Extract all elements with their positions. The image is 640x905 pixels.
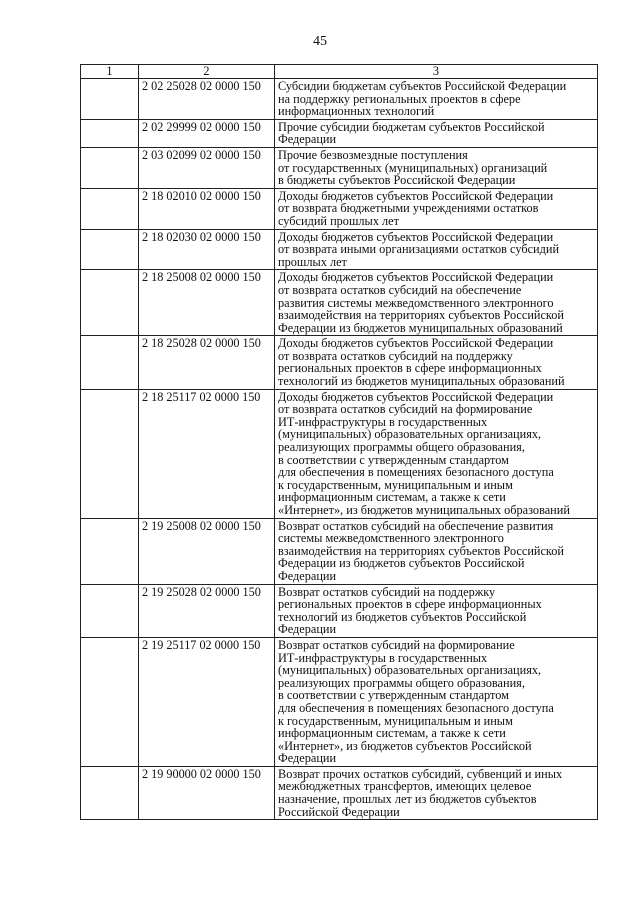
table-row: [81, 119, 598, 147]
description-line: Прочие безвозмездные поступления: [278, 147, 468, 162]
description-line: Прочие субсидии бюджетам субъектов Российской: [278, 119, 545, 134]
description-cell: [275, 637, 598, 766]
row-number-cell: [81, 79, 139, 120]
description-line: от возврата бюджетными учреждениями остатков: [278, 201, 539, 216]
table-row: [81, 188, 598, 229]
table-row: [81, 766, 598, 819]
budget-code-cell: 2 18 25117 02 0000 150: [139, 389, 275, 518]
description-line: (муниципальных) образовательных организациях,: [278, 427, 542, 442]
description-line: взаимодействия на территориях субъектов Российской: [278, 308, 565, 323]
row-number-cell: [81, 270, 139, 336]
description-line: Доходы бюджетов субъектов Российской Федерации: [278, 229, 554, 244]
table-body: [81, 79, 598, 820]
description-line: информационным системам, а также к сети: [278, 490, 506, 505]
budget-code-cell: 2 19 90000 02 0000 150: [139, 766, 275, 819]
table-row: [81, 389, 598, 518]
budget-code-cell: 2 18 02010 02 0000 150: [139, 188, 275, 229]
row-number-cell: [81, 518, 139, 584]
table-row: [81, 79, 598, 120]
row-number-cell: [81, 766, 139, 819]
description-cell: [275, 147, 598, 188]
description-line: для обеспечения в помещениях безопасного доступа: [278, 465, 554, 480]
description-line: Федерации: [278, 622, 337, 637]
description-line: на поддержку региональных проектов в сфере: [278, 91, 521, 106]
description-line: субсидий прошлых лет: [278, 213, 400, 228]
column-header-1: 1: [81, 65, 139, 79]
description-line: от возврата остатков субсидий на обеспечение: [278, 282, 522, 297]
description-cell: [275, 766, 598, 819]
row-number-cell: [81, 389, 139, 518]
description-line: в соответствии с утвержденным стандартом: [278, 452, 509, 467]
description-line: Доходы бюджетов субъектов Российской Федерации: [278, 188, 554, 203]
table-row: [81, 584, 598, 637]
table-row: [81, 270, 598, 336]
description-line: межбюджетных трансфертов, имеющих целевое: [278, 779, 532, 794]
description-line: назначение, прошлых лет из бюджетов субъектов: [278, 792, 537, 807]
row-number-cell: [81, 637, 139, 766]
description-line: ИТ-инфраструктуры в государственных: [278, 650, 488, 665]
description-cell: [275, 518, 598, 584]
description-line: Доходы бюджетов субъектов Российской Федерации: [278, 389, 554, 404]
description-line: Возврат прочих остатков субсидий, субвенций и иных: [278, 766, 563, 781]
description-line: от возврата остатков субсидий на формирование: [278, 402, 533, 417]
description-line: Доходы бюджетов субъектов Российской Федерации: [278, 270, 554, 285]
description-line: технологий из бюджетов субъектов Российской: [278, 609, 527, 624]
description-line: Возврат остатков субсидий на формирование: [278, 637, 515, 652]
description-line: Доходы бюджетов субъектов Российской Федерации: [278, 336, 554, 351]
row-number-cell: [81, 336, 139, 389]
description-cell: [275, 119, 598, 147]
description-cell: [275, 79, 598, 120]
budget-code-cell: 2 19 25008 02 0000 150: [139, 518, 275, 584]
description-line: взаимодействия на территориях субъектов Российской: [278, 543, 565, 558]
budget-code-cell: 2 02 29999 02 0000 150: [139, 119, 275, 147]
description-line: информационных технологий: [278, 104, 435, 119]
description-line: Федерации из бюджетов субъектов Российской: [278, 556, 525, 571]
budget-code-cell: 2 18 02030 02 0000 150: [139, 229, 275, 270]
description-line: Федерации: [278, 568, 337, 583]
description-line: «Интернет», из бюджетов субъектов Российской: [278, 738, 532, 753]
description-line: в соответствии с утвержденным стандартом: [278, 688, 509, 703]
column-header-2: 2: [139, 65, 275, 79]
budget-code-cell: 2 02 25028 02 0000 150: [139, 79, 275, 120]
budget-code-cell: 2 18 25028 02 0000 150: [139, 336, 275, 389]
description-line: прошлых лет: [278, 254, 347, 269]
table-row: [81, 637, 598, 766]
budget-codes-table: [80, 64, 598, 820]
description-line: Федерации: [278, 132, 337, 147]
budget-code-cell: 2 03 02099 02 0000 150: [139, 147, 275, 188]
description-line: Субсидии бюджетам субъектов Российской Федерации: [278, 79, 567, 93]
description-line: Возврат остатков субсидий на обеспечение развития: [278, 518, 554, 533]
description-line: (муниципальных) образовательных организациях,: [278, 663, 542, 678]
description-line: Федерации: [278, 751, 337, 766]
description-line: Федерации из бюджетов муниципальных образований: [278, 320, 563, 335]
row-number-cell: [81, 119, 139, 147]
description-cell: [275, 188, 598, 229]
description-line: к государственным, муниципальным и иным: [278, 713, 513, 728]
table-header-row: [81, 65, 598, 79]
description-line: для обеспечения в помещениях безопасного доступа: [278, 700, 554, 715]
description-line: от государственных (муниципальных) организаций: [278, 160, 548, 175]
description-line: «Интернет», из бюджетов муниципальных образований: [278, 503, 570, 517]
description-line: от возврата остатков субсидий на поддержку: [278, 348, 513, 363]
row-number-cell: [81, 188, 139, 229]
description-line: Российской Федерации: [278, 804, 400, 819]
budget-code-cell: 2 19 25117 02 0000 150: [139, 637, 275, 766]
table-row: [81, 518, 598, 584]
description-line: реализующих программы общего образования,: [278, 440, 525, 455]
description-line: региональных проектов в сфере информационных: [278, 597, 542, 612]
description-line: в бюджеты субъектов Российской Федерации: [278, 173, 516, 188]
table-row: [81, 336, 598, 389]
row-number-cell: [81, 147, 139, 188]
description-line: информационным системам, а также к сети: [278, 726, 506, 741]
row-number-cell: [81, 584, 139, 637]
description-line: развития системы межведомственного электронного: [278, 295, 554, 310]
description-cell: [275, 336, 598, 389]
description-line: реализующих программы общего образования,: [278, 675, 525, 690]
budget-code-cell: 2 19 25028 02 0000 150: [139, 584, 275, 637]
table-row: [81, 229, 598, 270]
description-line: к государственным, муниципальным и иным: [278, 477, 513, 492]
description-line: системы межведомственного электронного: [278, 531, 504, 546]
page-number: 45: [313, 34, 327, 49]
description-line: технологий из бюджетов муниципальных образований: [278, 374, 565, 389]
description-cell: [275, 229, 598, 270]
description-cell: [275, 584, 598, 637]
description-line: региональных проектов в сфере информационных: [278, 361, 542, 376]
description-line: Возврат остатков субсидий на поддержку: [278, 584, 496, 599]
column-header-3: 3: [275, 65, 598, 79]
description-cell: [275, 270, 598, 336]
description-line: от возврата иными организациями остатков субсидий: [278, 242, 560, 257]
budget-code-cell: 2 18 25008 02 0000 150: [139, 270, 275, 336]
table-row: [81, 147, 598, 188]
description-line: ИТ-инфраструктуры в государственных: [278, 414, 488, 429]
row-number-cell: [81, 229, 139, 270]
description-cell: [275, 389, 598, 518]
